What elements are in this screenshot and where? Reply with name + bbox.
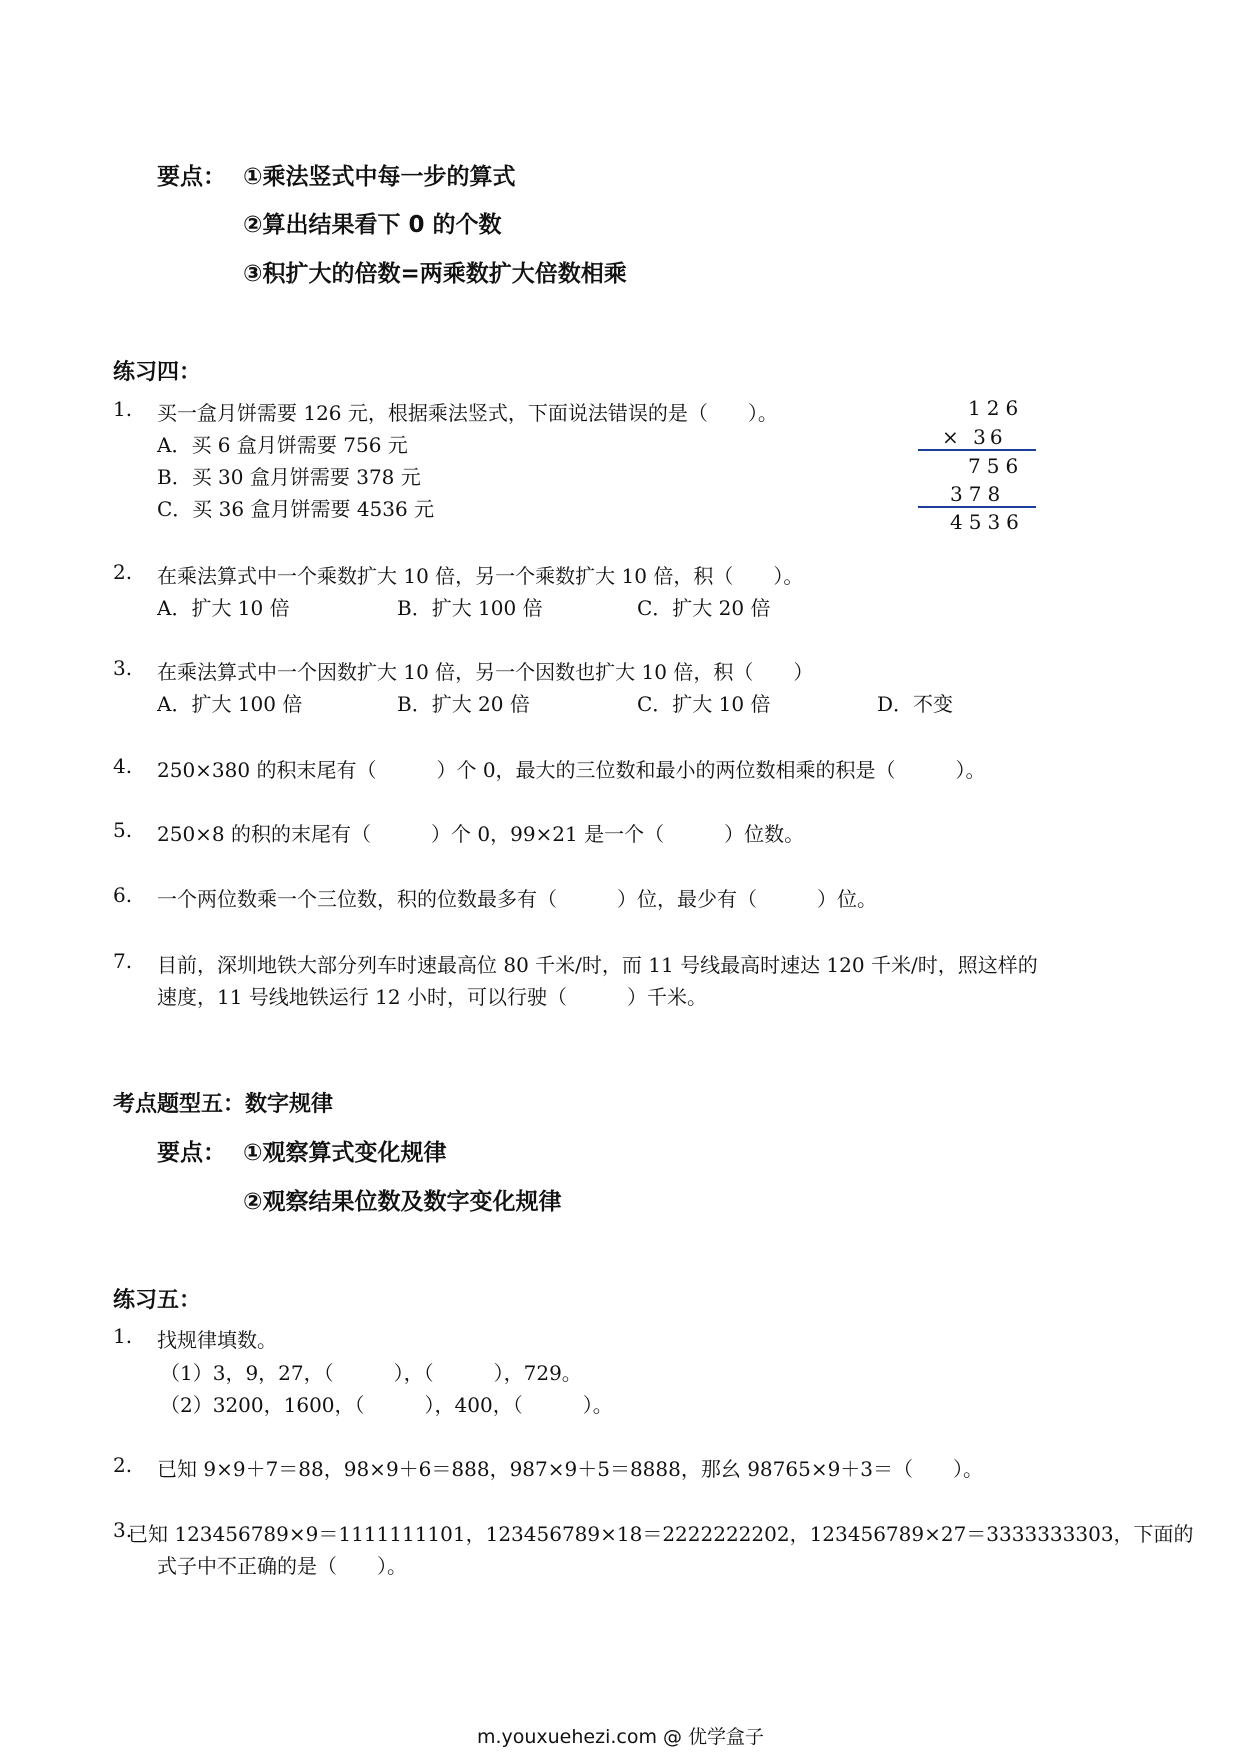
question-number: 1. — [113, 397, 133, 421]
sub-question-1: （1）3，9，27，（ ），（ ），729。 — [160, 1361, 582, 1385]
calc-partial-1: 756 — [968, 454, 1025, 478]
option-c: C．扩大 10 倍 — [637, 692, 771, 716]
option-b: B．扩大 20 倍 — [397, 692, 530, 716]
exercise-4-title: 练习四： — [113, 360, 202, 385]
option-b: B．扩大 100 倍 — [397, 596, 543, 620]
section-5-title: 考点题型五：数字规律 — [113, 1092, 334, 1117]
question-text-line-1: 已知 123456789×9＝1111111101，123456789×18＝2222222202，123456789×27＝3333333303，下面的 — [128, 1522, 1194, 1546]
question-number: 6. — [113, 883, 133, 907]
calc-result: 4536 — [950, 510, 1025, 534]
question-number: 4. — [113, 754, 133, 778]
question-text: 一个两位数乘一个三位数，积的位数最多有（ ）位，最少有（ ）位。 — [157, 887, 877, 911]
question-text: 在乘法算式中一个因数扩大 10 倍，另一个因数也扩大 10 倍，积（ ） — [157, 660, 814, 684]
question-text-line-1: 目前，深圳地铁大部分列车时速最高位 80 千米/时，而 11 号线最高时速达 120 千米/时，照这样的 — [157, 953, 1038, 977]
option-a: A．扩大 10 倍 — [157, 596, 290, 620]
calc-multiplicand: 126 — [968, 396, 1025, 420]
calc-partial-2: 378 — [950, 482, 1007, 506]
question-number: 2. — [113, 1453, 133, 1477]
question-number: 7. — [113, 949, 133, 973]
key-points-label: 要点： — [157, 164, 226, 190]
question-text: 已知 9×9＋7＝88，98×9＋6＝888，987×9＋5＝8888，那幺 98765×9＋3＝（ ）。 — [157, 1457, 984, 1481]
option-a: A．扩大 100 倍 — [157, 692, 303, 716]
key-points-label: 要点： — [157, 1140, 226, 1166]
question-number: 1. — [113, 1324, 133, 1348]
exercise-5-title: 练习五： — [113, 1288, 202, 1313]
option-a: A．买 6 盒月饼需要 756 元 — [157, 433, 408, 457]
question-text: 250×380 的积末尾有（ ）个 0，最大的三位数和最小的两位数相乘的积是（ ）。 — [157, 758, 986, 782]
key-point-3: ③积扩大的倍数=两乘数扩大倍数相乘 — [243, 261, 627, 287]
question-number: 2. — [113, 560, 133, 584]
key-point-2: ②观察结果位数及数字变化规律 — [243, 1189, 562, 1215]
calc-underline-2 — [918, 506, 1036, 508]
option-b: B．买 30 盒月饼需要 378 元 — [157, 465, 421, 489]
question-text-line-2: 速度，11 号线地铁运行 12 小时，可以行驶（ ）千米。 — [157, 985, 707, 1009]
question-number: 5. — [113, 818, 133, 842]
question-text-line-2: 式子中不正确的是（ ）。 — [157, 1554, 407, 1578]
calc-underline-1 — [918, 449, 1036, 451]
option-c: C．买 36 盒月饼需要 4536 元 — [157, 497, 435, 521]
question-text: 买一盒月饼需要 126 元，根据乘法竖式，下面说法错误的是（ ）。 — [157, 401, 778, 425]
calc-multiplier: × 36 — [942, 425, 1007, 449]
question-number: 3. — [113, 1518, 133, 1542]
question-text: 在乘法算式中一个乘数扩大 10 倍，另一个乘数扩大 10 倍，积（ ）。 — [157, 564, 804, 588]
sub-question-2: （2）3200，1600，（ ），400，（ ）。 — [160, 1393, 613, 1417]
footer-watermark: m.youxuehezi.com @ 优学盒子 — [476, 1726, 765, 1748]
question-text: 250×8 的积的末尾有（ ）个 0，99×21 是一个（ ）位数。 — [157, 822, 805, 846]
question-number: 3. — [113, 656, 133, 680]
key-point-1: ①乘法竖式中每一步的算式 — [243, 164, 516, 190]
option-d: D．不变 — [877, 692, 954, 716]
key-point-1: ①观察算式变化规律 — [243, 1140, 447, 1166]
question-text: 找规律填数。 — [157, 1328, 277, 1352]
option-c: C．扩大 20 倍 — [637, 596, 771, 620]
key-point-2: ②算出结果看下 0 的个数 — [243, 212, 502, 238]
